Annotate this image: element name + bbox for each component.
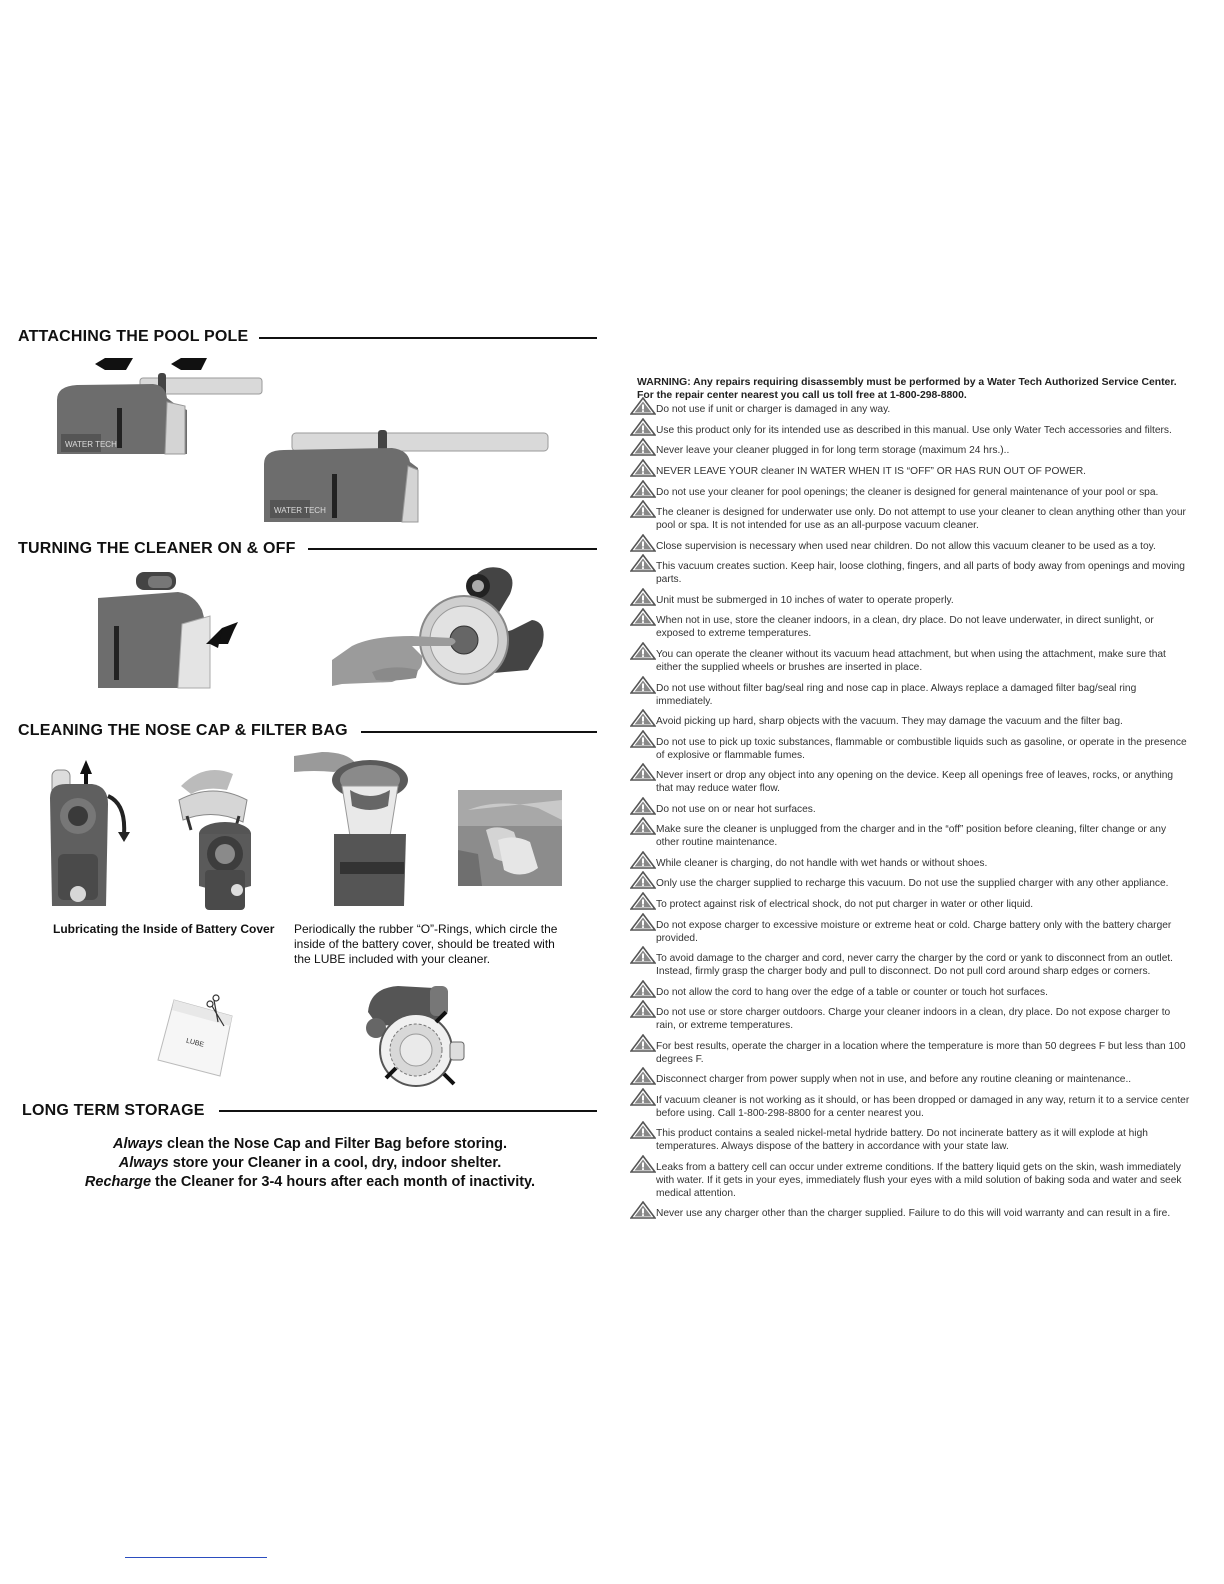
section-divider xyxy=(219,1110,597,1112)
lube-packet-label: LUBE xyxy=(185,1037,205,1049)
warning-item xyxy=(630,1206,1190,1220)
warning-item xyxy=(630,559,1190,586)
warning-item xyxy=(630,402,1190,416)
warning-item xyxy=(630,876,1190,890)
warning-item-text: Use this product only for its intended use as described in this manual. Use only Water Tech accessories and filters. xyxy=(656,425,1172,436)
warning-triangle-icon xyxy=(630,459,656,477)
warning-item xyxy=(630,822,1190,849)
warning-triangle-icon xyxy=(630,608,656,626)
warning-item xyxy=(630,539,1190,553)
warning-triangle-icon xyxy=(630,730,656,748)
storage-line: Recharge the Cleaner for 3-4 hours after each month of inactivity. xyxy=(84,1174,536,1190)
nose-cap-removal-photo xyxy=(46,754,130,910)
warning-triangle-icon xyxy=(630,438,656,456)
warning-item-text: Do not use without filter bag/seal ring and nose cap in place. Always replace a damaged filter bag/seal ring immediately. xyxy=(656,683,1137,707)
warning-triangle-icon xyxy=(630,980,656,998)
lube-packet-image xyxy=(152,992,242,1082)
warning-item xyxy=(630,1039,1190,1066)
warning-item-text: Leaks from a battery cell can occur under extreme conditions. If the battery liquid gets on the skin, wash immediately with water. If it gets in your eyes, immediately flush your eyes with a mild solution of baking soda and water and seek medical attention. xyxy=(656,1162,1182,1199)
warning-heading-line: WARNING: Any repairs requiring disassembly must be performed by a Water Tech Authorized Service Center. xyxy=(637,377,1177,388)
storage-line: Always store your Cleaner in a cool, dry, indoor shelter. xyxy=(118,1155,502,1171)
warning-item xyxy=(630,802,1190,816)
warning-item-text: Disconnect charger from power supply when not in use, and before any routine cleaning or maintenance.. xyxy=(656,1074,1132,1085)
warning-item xyxy=(630,714,1190,728)
warning-item xyxy=(630,768,1190,795)
warning-triangle-icon xyxy=(630,534,656,552)
warning-item xyxy=(630,918,1190,945)
warning-item-text: You can operate the cleaner without its vacuum head attachment, but when using the attachment, make sure that either the supplied wheels or brushes are inserted in place. xyxy=(656,649,1166,673)
warning-item-text: Close supervision is necessary when used near children. Do not allow this vacuum cleaner to be used as a toy. xyxy=(656,541,1156,552)
warning-item-text: Avoid picking up hard, sharp objects with the vacuum. They may damage the vacuum and the filter bag. xyxy=(656,716,1123,727)
warning-item xyxy=(630,593,1190,607)
warning-triangle-icon xyxy=(630,554,656,572)
warning-item xyxy=(630,485,1190,499)
warning-item xyxy=(630,1126,1190,1153)
warning-item-text: When not in use, store the cleaner indoors, in a clean, dry place. Do not leave underwater, in direct sunlight, or exposed to extreme temperatures. xyxy=(656,615,1154,639)
warning-item xyxy=(630,985,1190,999)
warning-triangle-icon xyxy=(630,851,656,869)
warning-item-text: NEVER LEAVE YOUR cleaner IN WATER WHEN IT IS “OFF” OR HAS RUN OUT OF POWER. xyxy=(656,466,1087,477)
warning-triangle-icon xyxy=(630,913,656,931)
warning-item xyxy=(630,613,1190,640)
warning-triangle-icon xyxy=(630,763,656,781)
warning-item-text: Make sure the cleaner is unplugged from the charger and in the “off” position before cleaning, filter change or any other routine maintenance. xyxy=(656,824,1167,848)
warning-triangle-icon xyxy=(630,709,656,727)
warning-item-text: Do not use your cleaner for pool openings; the cleaner is designed for general maintenance of your pool or spa. xyxy=(656,487,1159,498)
warning-triangle-icon xyxy=(630,418,656,436)
pole-attach-photo-1 xyxy=(55,350,265,460)
warning-item-text: This vacuum creates suction. Keep hair, loose clothing, fingers, and all parts of body away from openings and moving parts. xyxy=(656,561,1185,585)
section-title-attaching: ATTACHING THE POOL POLE xyxy=(18,328,249,345)
warning-item-text: To protect against risk of electrical shock, do not put charger in water or other liquid. xyxy=(656,899,1034,910)
warning-item xyxy=(630,951,1190,978)
warning-heading xyxy=(637,376,1197,402)
brand-logo: WATER TECH xyxy=(274,506,326,515)
power-button-photo-1 xyxy=(98,570,243,690)
battery-cover-oring-image xyxy=(358,982,470,1088)
warning-item-text: Never use any charger other than the charger supplied. Failure to do this will void warranty and can result in a fire. xyxy=(656,1208,1171,1219)
brand-logo: WATER TECH xyxy=(65,440,117,449)
warning-item-text: Do not expose charger to excessive moisture or extreme heat or cold. Charge battery only with the battery charger provided. xyxy=(656,920,1172,944)
warning-item-text: Do not use if unit or charger is damaged in any way. xyxy=(656,404,891,415)
warning-item xyxy=(630,443,1190,457)
warning-item-text: The cleaner is designed for underwater use only. Do not attempt to use your cleaner to clean anything other than your pool or spa. It is not intended for use as an all-purpose vacuum cleaner. xyxy=(656,507,1186,531)
warning-item xyxy=(630,897,1190,911)
warning-triangle-icon xyxy=(630,1155,656,1173)
section-title-storage: LONG TERM STORAGE xyxy=(22,1102,205,1119)
warning-item xyxy=(630,1072,1190,1086)
warning-item-text: Do not use or store charger outdoors. Charge your cleaner indoors in a clean, dry place. Do not expose charger to rain, or extreme temperatures. xyxy=(656,1007,1171,1031)
warning-triangle-icon xyxy=(630,1201,656,1219)
warning-item xyxy=(630,1005,1190,1032)
warning-item-text: For best results, operate the charger in a location where the temperature is more than 50 degrees F but less than 100 degrees F. xyxy=(656,1041,1186,1065)
pole-attach-photo-2 xyxy=(262,428,552,524)
warning-triangle-icon xyxy=(630,480,656,498)
warning-item xyxy=(630,856,1190,870)
warning-item-text: Do not use to pick up toxic substances, flammable or combustible liquids such as gasoline, or operate in the presence of explosive or flammable fumes. xyxy=(656,737,1187,761)
warning-item-text: Do not allow the cord to hang over the edge of a table or counter or touch hot surfaces. xyxy=(656,987,1048,998)
warning-triangle-icon xyxy=(630,797,656,815)
warning-item xyxy=(630,735,1190,762)
warning-item xyxy=(630,464,1190,478)
warning-triangle-icon xyxy=(630,642,656,660)
section-title-turning: TURNING THE CLEANER ON & OFF xyxy=(18,540,296,557)
warning-item-text: Never insert or drop any object into any opening on the device. Keep all openings free of leaves, rocks, or anything that may reduce water flow. xyxy=(656,770,1174,794)
warning-triangle-icon xyxy=(630,1034,656,1052)
warning-item xyxy=(630,505,1190,532)
warning-item-text: Never leave your cleaner plugged in for long term storage (maximum 24 hrs.).. xyxy=(656,445,1010,456)
warning-triangle-icon xyxy=(630,871,656,889)
warning-triangle-icon xyxy=(630,1121,656,1139)
warning-triangle-icon xyxy=(630,500,656,518)
storage-line: Always clean the Nose Cap and Filter Bag before storing. xyxy=(112,1136,508,1152)
lubricating-body: Periodically the rubber “O”-Rings, which circle the inside of the battery cover, should be treated with the LUBE included with your cleaner. xyxy=(294,922,558,966)
footer-link-underline[interactable] xyxy=(125,1557,267,1558)
warning-triangle-icon xyxy=(630,892,656,910)
warning-triangle-icon xyxy=(630,817,656,835)
lubricating-title: Lubricating the Inside of Battery Cover xyxy=(53,922,275,936)
warning-triangle-icon xyxy=(630,1088,656,1106)
warning-item xyxy=(630,1093,1190,1120)
warning-item-text: If vacuum cleaner is not working as it should, or has been dropped or damaged in any way, return it to a service center before using. Call 1-800-298-8800 for a center nearest you. xyxy=(656,1095,1190,1119)
section-divider xyxy=(259,337,597,339)
warning-heading-line: For the repair center nearest you call us toll free at 1-800-298-8800. xyxy=(637,390,967,401)
power-button-photo-2 xyxy=(332,560,552,696)
warning-triangle-icon xyxy=(630,676,656,694)
warning-item-text: Do not use on or near hot surfaces. xyxy=(656,804,816,815)
warning-item-text: While cleaner is charging, do not handle with wet hands or without shoes. xyxy=(656,858,988,869)
warning-item-text: Unit must be submerged in 10 inches of water to operate properly. xyxy=(656,595,954,606)
section-title-cleaning: CLEANING THE NOSE CAP & FILTER BAG xyxy=(18,722,348,739)
storage-instructions xyxy=(20,1135,600,1192)
warning-list xyxy=(630,402,1190,1220)
warning-triangle-icon xyxy=(630,397,656,415)
warning-item-text: To avoid damage to the charger and cord, never carry the charger by the cord or yank to disconnect from an outlet. Instead, firmly grasp the charger body and pull to disconnect. Do not pull cord around sharp edges or corners. xyxy=(656,953,1174,977)
section-divider xyxy=(361,731,597,733)
filter-bag-photo-2 xyxy=(294,750,410,906)
section-divider xyxy=(308,548,597,550)
warning-triangle-icon xyxy=(630,946,656,964)
warning-item xyxy=(630,647,1190,674)
warning-triangle-icon xyxy=(630,1000,656,1018)
warning-triangle-icon xyxy=(630,1067,656,1085)
warning-item xyxy=(630,681,1190,708)
warning-item-text: This product contains a sealed nickel-metal hydride battery. Do not incinerate battery as it will explode at high temperatures. Always dispose of the battery in accordance with your state law. xyxy=(656,1128,1148,1152)
warning-item-text: Only use the charger supplied to recharge this vacuum. Do not use the supplied charger with any other appliance. xyxy=(656,878,1169,889)
warning-item xyxy=(630,1160,1190,1200)
filter-bag-photo-1 xyxy=(155,760,275,910)
warning-triangle-icon xyxy=(630,588,656,606)
filter-bag-photo-3 xyxy=(458,790,562,886)
warning-item xyxy=(630,423,1190,437)
